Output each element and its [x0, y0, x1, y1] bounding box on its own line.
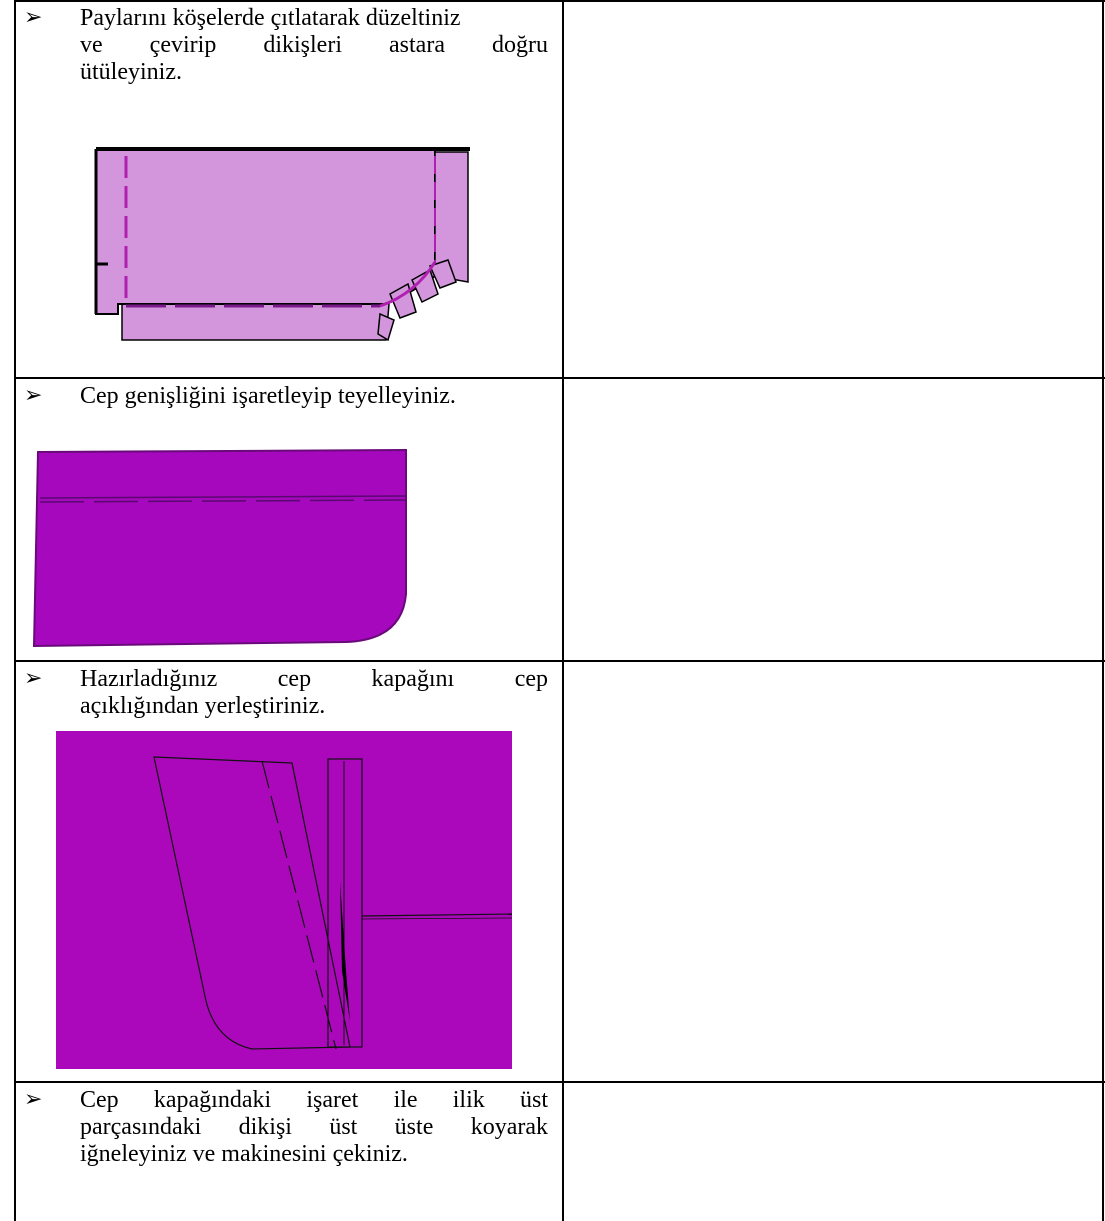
arrow-bullet-icon: ➢: [24, 383, 43, 408]
instruction-text: Cep kapağındaki işaret ile ilik üst parçasındaki dikişi üst üste koyarak iğneleyiniz ve makinesini çekiniz.: [80, 1087, 548, 1167]
instruction-text: Cep genişliğini işaretleyip teyelleyiniz.: [80, 383, 456, 409]
row-divider-1: [14, 377, 1105, 379]
instruction-text: Hazırladığınız cep kapağını cep açıklığından yerleştiriniz.: [80, 666, 548, 719]
instruction-text: Paylarını köşelerde çıtlatarak düzeltiniz ve çevirip dikişleri astara doğru ütüleyiniz.: [80, 5, 548, 85]
arrow-bullet-icon: ➢: [24, 666, 43, 691]
table-border-right: [1102, 0, 1104, 1221]
lined-pocket-clipped-seam-figure: [90, 144, 470, 356]
row-divider-3: [14, 1081, 1105, 1083]
table-border-top: [14, 0, 1105, 2]
arrow-bullet-icon: ➢: [24, 1087, 43, 1112]
row-divider-2: [14, 660, 1105, 662]
arrow-bullet-icon: ➢: [24, 5, 43, 30]
table-column-divider: [562, 0, 564, 1221]
pocket-width-basting-figure: [28, 444, 418, 650]
pocket-flap-placement-figure: [56, 731, 512, 1069]
table-border-left: [14, 0, 16, 1221]
